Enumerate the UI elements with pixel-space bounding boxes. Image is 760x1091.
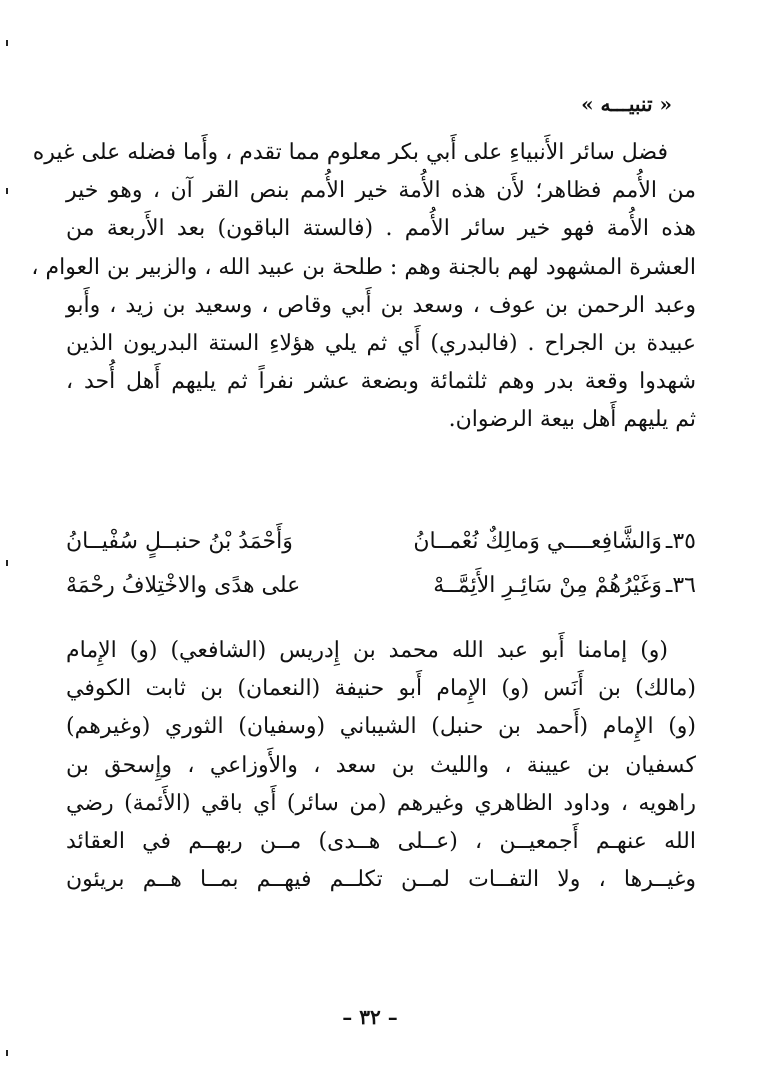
poem-verses	[66, 520, 696, 608]
text-line: الله عنهـم أَجمعيــن ، (عــلى هــدى) مــن ربهــم في العقائد	[66, 828, 696, 854]
scan-edge-mark	[6, 1050, 8, 1056]
text-line: من الأُمم فظاهر؛ لأَن هذه الأُمة خير الأُمم بنص القر آن ، وهو خير	[66, 178, 696, 204]
verse-first-hemistich	[433, 564, 696, 608]
text-line: كسفيان بن عيينة ، والليث بن سعد ، والأَوزاعي ، وإِسحق بن	[66, 752, 696, 778]
page-number: – ٣٢ –	[342, 1005, 398, 1029]
verse-line	[66, 564, 696, 608]
paragraph-commentary-2	[66, 632, 696, 899]
text-line: شهدوا وقعة بدر وهم ثلثمائة وبضعة عشر نفراً ثم يليهم أَهل أُحد ،	[66, 369, 696, 395]
text-line: عبيدة بن الجراح . (فالبدري) أَي ثم يلي هؤلاءِ الستة البدريون الذين	[66, 330, 696, 356]
verse-second-hemistich: وَأَحْمَدُ بْنُ حنبــلٍ سُفْيــانُ	[66, 529, 293, 554]
scan-edge-mark	[6, 188, 8, 194]
paragraph-commentary-1	[31, 134, 696, 440]
text-line: ثم يليهم أَهل بيعة الرضوان.	[448, 407, 696, 433]
hemistich-text: وَالشَّافِعــــي وَمالِكٌ نُعْمــانُ	[413, 529, 662, 554]
scan-edge-mark	[6, 560, 8, 566]
text-line: العشرة المشهود لهم بالجنة وهم : طلحة بن عبيد الله ، والزبير بن العوام ،	[31, 254, 696, 280]
verse-line	[66, 520, 696, 564]
verse-number: ٣٥ـ	[665, 529, 696, 554]
text-line: وعبد الرحمن بن عوف ، وسعد بن أَبي وقاص ، وسعيد بن زيد ، وأَبو	[66, 292, 696, 318]
text-line: راهويه ، وداود الظاهري وغيرهم (من سائر) أَي باقي (الأَئمة) رضي	[66, 790, 696, 816]
section-heading: « تنبيـــه »	[581, 92, 672, 116]
text-line: (و) إمامنا أَبو عبد الله محمد بن إِدريس (الشافعي) (و) الإِمام	[66, 638, 668, 663]
text-line: (مالك) بن أَنَس (و) الإِمام أَبو حنيفة (النعمان) بن ثابت الكوفي	[66, 676, 696, 702]
text-line: هذه الأُمة فهو خير سائر الأُمم . (فالستة الباقون) بعد الأَربعة من	[66, 216, 696, 242]
text-line: (و) الإِمام (أَحمد بن حنبل) الشيباني (وسفيان) الثوري (وغيرهم)	[66, 714, 696, 740]
text-line: فضل سائر الأَنبياءِ على أَبي بكر معلوم مما تقدم ، وأَما فضله على غيره	[32, 140, 668, 165]
verse-first-hemistich	[413, 520, 696, 564]
verse-number: ٣٦ـ	[665, 573, 696, 598]
text-line: وغيــرها ، ولا التفــات لمــن تكلــم فيهــم بمــا هــم بريئون	[66, 867, 696, 893]
scan-edge-mark	[6, 40, 8, 46]
verse-second-hemistich: على هدًى والاخْتِلافُ رحْمَهْ	[66, 573, 301, 598]
hemistich-text: وَغَيْرُهُمْ مِنْ سَائِـرِ الأَئِمَّــهْ	[433, 573, 662, 598]
